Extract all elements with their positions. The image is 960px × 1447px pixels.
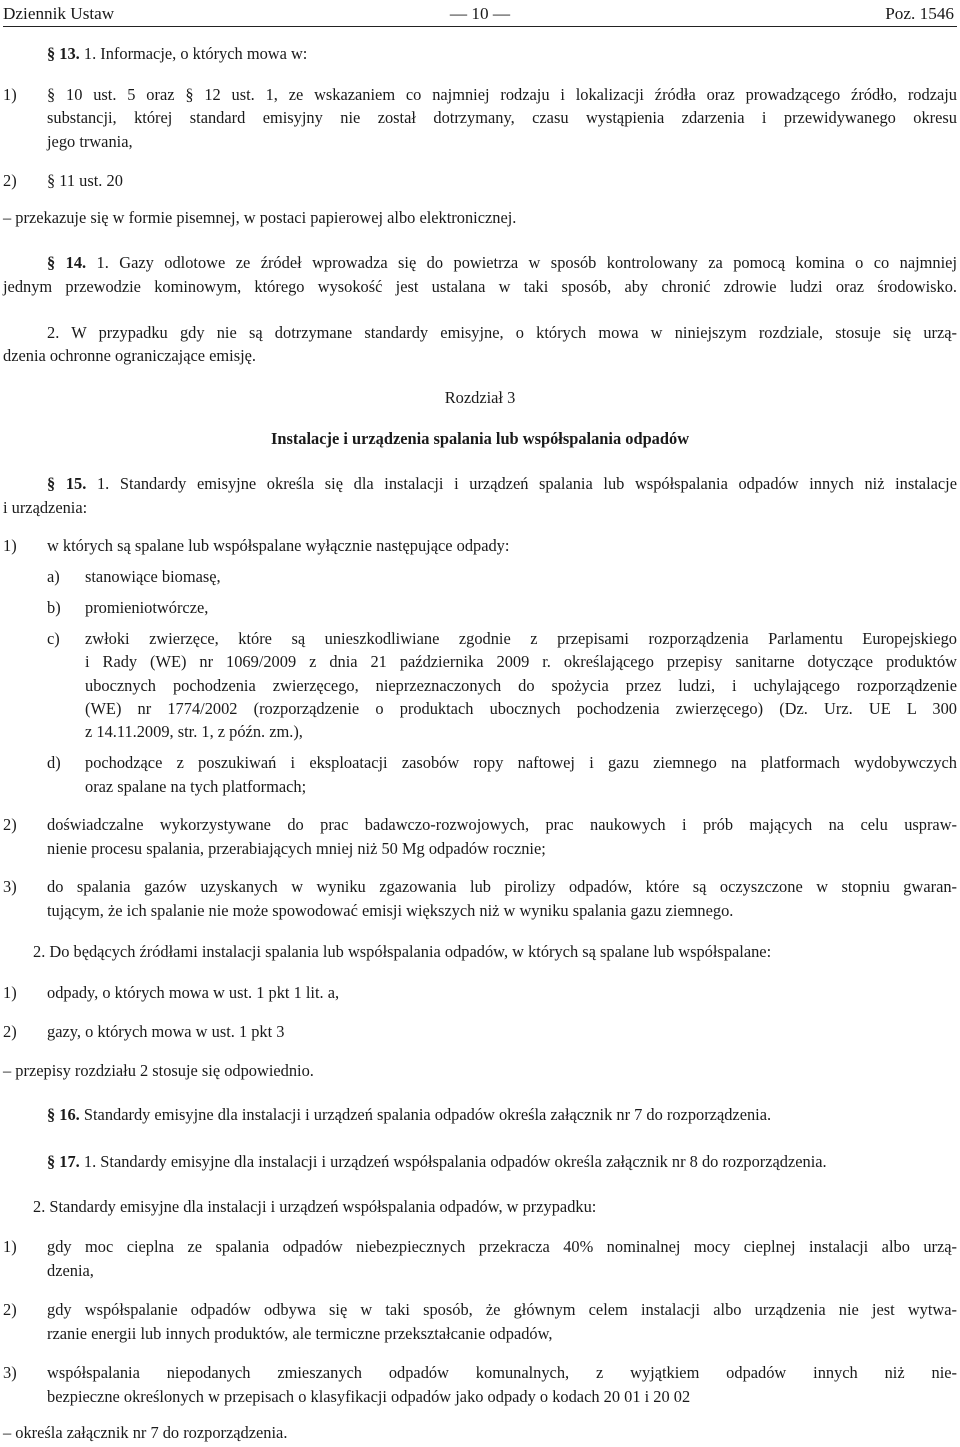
letter-a-label: a) [47,567,60,586]
letter-c-line-4: (WE) nr 1774/2002 (rozporządzenie o produktach ubocznych pochodzenia zwierzęcego) (Dz. Urz. UE L 300 [85,699,957,718]
section-15-item-3-number: 3) [3,877,17,896]
section-17-item-2-line-1: gdy współspalanie odpadów odbywa się w taki sposób, że głównym celem instalacji albo urządzenia nie jest wytwa- [47,1300,957,1319]
letter-b-text: promieniotwórcze, [85,598,209,617]
section-16-text: Standardy emisyjne dla instalacji i urządzeń spalania odpadów określa załącznik nr 7 do rozporządzenia. [79,1105,772,1124]
letter-a-text: stanowiące biomasę, [85,567,221,586]
section-16 [47,1103,957,1127]
letter-c-label: c) [47,629,60,648]
chapter-title: Instalacje i urządzenia spalania lub współspalania odpadów [270,429,690,448]
section-15-para-2-item-2-text: gazy, o których mowa w ust. 1 pkt 3 [47,1022,285,1041]
section-13-item-2-text: § 11 ust. 20 [47,171,123,190]
section-17-item-3-line-1: współspalania niepodanych zmieszanych odpadów komunalnych, z wyjątkiem odpadów innych niż nie- [47,1363,957,1382]
section-13-item-1-line-1: § 10 ust. 5 oraz § 12 ust. 1, ze wskazaniem co najmniej rodzaju i lokalizacji źródła oraz prowadzącego źródło, rodzaju [47,85,957,104]
section-14-para-1-text: 1. Gazy odlotowe ze źródeł wprowadza się do powietrza w sposób kontrolowany za pomocą komina o co najmniej [86,253,958,272]
page-number: — 10 — [449,4,511,23]
section-14-number: § 14. [47,253,87,272]
journal-name: Dziennik Ustaw [3,4,115,23]
letter-d-line-2: oraz spalane na tych platformach; [85,777,307,796]
section-17-para-2: 2. Standardy emisyjne dla instalacji i urządzeń współspalania odpadów, w przypadku: [33,1197,597,1216]
section-17-closing: – określa załącznik nr 7 do rozporządzenia. [3,1423,288,1442]
section-15-number: § 15. [47,474,87,493]
section-15-para-2-item-1-number: 1) [3,983,17,1002]
section-13-intro-text: 1. Informacje, o których mowa w: [79,44,308,63]
section-15-item-2-number: 2) [3,815,17,834]
section-13-item-1-number: 1) [3,85,17,104]
section-13-intro [47,42,957,66]
section-15-para-1-text: 1. Standardy emisyjne określa się dla instalacji i urządzeń spalania lub współspalania odpadów innych niż instalacje [86,474,957,493]
section-13-number: § 13. [47,44,80,63]
section-15-para-2-item-1-text: odpady, o których mowa w ust. 1 pkt 1 lit. a, [47,983,340,1002]
section-17-number: § 17. [47,1152,80,1171]
section-15-closing: – przepisy rozdziału 2 stosuje się odpowiednio. [3,1061,314,1080]
letter-c-line-5: z 14.11.2009, str. 1, z późn. zm.), [85,722,303,741]
section-14-para-2-line-1: 2. W przypadku gdy nie są dotrzymane standardy emisyjne, o których mowa w niniejszym rozdziale, stosuje się urzą- [47,323,957,342]
section-17-item-1-line-1: gdy moc cieplna ze spalania odpadów niebezpiecznych przekracza 40% nominalnej mocy cieplnej instalacji albo urzą- [47,1237,957,1256]
section-15-item-3-line-1: do spalania gazów uzyskanych w wyniku zgazowania lub pirolizy odpadów, które są oczyszczone w stopniu gwaran- [47,877,957,896]
letter-c-line-1: zwłoki zwierzęce, które są unieszkodliwiane zgodnie z przepisami rozporządzenia Parlamentu Europejskiego [85,629,957,648]
section-15-para-1-line-1 [47,472,957,496]
letter-d-line-1: pochodzące z poszukiwań i eksploatacji zasobów ropy naftowej i gazu ziemnego na platformach wydobywczych [85,753,957,772]
letter-d-label: d) [47,753,61,772]
section-17-item-2-line-2: rzanie energii lub innych produktów, ale termiczne przekształcanie odpadów, [47,1324,553,1343]
letter-b-label: b) [47,598,61,617]
letter-c-line-3: ubocznych pochodzenia zwierzęcego, nieprzeznaczonych do spożycia przez ludzi, i uchylającego rozporządzenie [85,676,957,695]
section-17-para-1-text: 1. Standardy emisyjne dla instalacji i urządzeń współspalania odpadów określa załącznik nr 8 do rozporządzenia. [79,1152,827,1171]
section-16-number: § 16. [47,1105,80,1124]
section-14-para-1-line-1 [47,251,957,275]
section-17-item-1-number: 1) [3,1237,17,1256]
section-17-item-2-number: 2) [3,1300,17,1319]
position-number: Poz. 1546 [885,4,954,23]
section-15-para-2-item-2-number: 2) [3,1022,17,1041]
section-14-para-1-line-2: jednym przewodzie kominowym, którego wysokość jest ustalana w taki sposób, aby chronić zdrowie ludzi oraz środowisko. [3,277,957,296]
section-15-item-2-line-2: nienie procesu spalania, przerabiających mniej niż 50 Mg odpadów rocznie; [47,839,546,858]
section-13-item-1-line-2: substancji, której standard emisyjny nie został dotrzymany, czasu wystąpienia zdarzenia i przewidywanego okresu [47,108,957,127]
section-15-item-2-line-1: doświadczalne wykorzystywane do prac badawczo-rozwojowych, prac naukowych i prób mających na celu uspraw- [47,815,957,834]
section-17-item-1-line-2: dzenia, [47,1261,94,1280]
section-17-item-3-line-2: bezpieczne określonych w przepisach o klasyfikacji odpadów jako odpady o kodach 20 01 i 20 02 [47,1387,691,1406]
section-17-item-3-number: 3) [3,1363,17,1382]
section-13-closing: – przekazuje się w formie pisemnej, w postaci papierowej albo elektronicznej. [3,208,517,227]
chapter-label: Rozdział 3 [444,388,516,407]
letter-c-line-2: i Rady (WE) nr 1069/2009 z dnia 21 października 2009 r. określającego przepisy sanitarne dotyczące produktów [85,652,957,671]
section-15-para-1-line-2: i urządzenia: [3,498,88,517]
page-header [3,2,957,27]
section-13-item-1-line-3: jego trwania, [47,132,133,151]
section-17-para-1 [47,1150,957,1174]
section-15-item-1-text: w których są spalane lub współspalane wyłącznie następujące odpady: [47,536,510,555]
section-15-item-1-number: 1) [3,536,17,555]
section-14-para-2-line-2: dzenia ochronne ograniczające emisję. [3,346,257,365]
section-15-para-2: 2. Do będących źródłami instalacji spalania lub współspalania odpadów, w których są spalane lub współspalane: [33,942,772,961]
section-13-item-2-number: 2) [3,171,17,190]
section-15-item-3-line-2: tującym, że ich spalanie nie może spowodować emisji większych niż w wyniku spalania gazu ziemnego. [47,901,734,920]
